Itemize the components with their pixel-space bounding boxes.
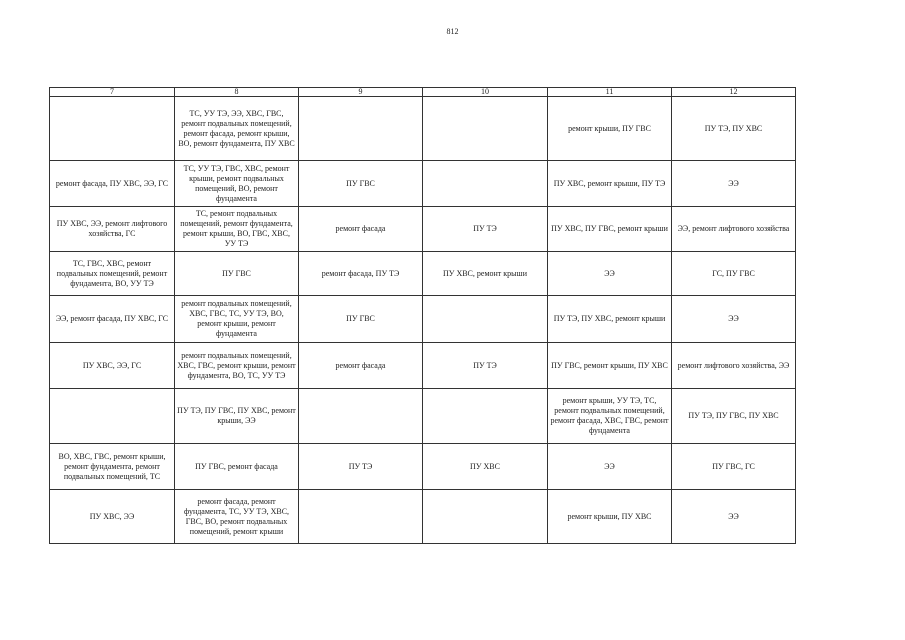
table-cell-col-10: ПУ ТЭ (423, 343, 548, 389)
table-row (50, 343, 796, 389)
table-cell-col-12: ПУ ТЭ, ПУ ХВС (672, 97, 796, 161)
table-cell-col-9: ПУ ГВС (299, 161, 423, 207)
table-cell-col-10: ПУ ХВС, ремонт крыши (423, 252, 548, 296)
table-cell-col-9 (299, 97, 423, 161)
column-header-col-9: 9 (299, 88, 423, 97)
table-cell-col-7: ПУ ХВС, ЭЭ, ГС (50, 343, 175, 389)
table-cell-col-9 (299, 490, 423, 544)
table-cell-col-12: ЭЭ (672, 296, 796, 343)
table-row (50, 161, 796, 207)
table-cell-col-9 (299, 389, 423, 444)
table-row (50, 296, 796, 343)
table-cell-col-9: ремонт фасада (299, 207, 423, 252)
column-header-col-11: 11 (548, 88, 672, 97)
data-table (49, 87, 796, 544)
header-row (50, 88, 796, 97)
table-cell-col-12: ЭЭ, ремонт лифтового хозяйства (672, 207, 796, 252)
table-cell-col-10 (423, 296, 548, 343)
table-row (50, 97, 796, 161)
table-cell-col-7: ремонт фасада, ПУ ХВС, ЭЭ, ГС (50, 161, 175, 207)
table-cell-col-7: ВО, ХВС, ГВС, ремонт крыши, ремонт фундамента, ремонт подвальных помещений, ТС (50, 444, 175, 490)
table-row (50, 207, 796, 252)
table-cell-col-7: ПУ ХВС, ЭЭ, ремонт лифтового хозяйства, ГС (50, 207, 175, 252)
table-cell-col-8: ТС, ремонт подвальных помещений, ремонт фундамента, ремонт крыши, ВО, ГВС, ХВС, УУ ТЭ (175, 207, 299, 252)
table-cell-col-11: ПУ ХВС, ПУ ГВС, ремонт крыши (548, 207, 672, 252)
table-cell-col-10 (423, 490, 548, 544)
table-cell-col-8: ПУ ГВС, ремонт фасада (175, 444, 299, 490)
table-row (50, 490, 796, 544)
table-cell-col-12: ГС, ПУ ГВС (672, 252, 796, 296)
table-cell-col-10 (423, 161, 548, 207)
table-cell-col-10: ПУ ХВС (423, 444, 548, 490)
table-cell-col-7 (50, 97, 175, 161)
table-cell-col-8: ТС, УУ ТЭ, ГВС, ХВС, ремонт крыши, ремонт подвальных помещений, ВО, ремонт фундамента (175, 161, 299, 207)
page-number: 812 (446, 27, 459, 36)
table-cell-col-7: ТС, ГВС, ХВС, ремонт подвальных помещений, ремонт фундамента, ВО, УУ ТЭ (50, 252, 175, 296)
table-cell-col-7: ПУ ХВС, ЭЭ (50, 490, 175, 544)
column-header-col-7: 7 (50, 88, 175, 97)
table-cell-col-12: ЭЭ (672, 161, 796, 207)
table-cell-col-8: ТС, УУ ТЭ, ЭЭ, ХВС, ГВС, ремонт подвальных помещений, ремонт фасада, ремонт крыши, ВО, ремонт фундамента, ПУ ХВС (175, 97, 299, 161)
table-cell-col-9: ПУ ТЭ (299, 444, 423, 490)
table-cell-col-11: ПУ ТЭ, ПУ ХВС, ремонт крыши (548, 296, 672, 343)
table-cell-col-7: ЭЭ, ремонт фасада, ПУ ХВС, ГС (50, 296, 175, 343)
table-row (50, 444, 796, 490)
table-cell-col-9: ПУ ГВС (299, 296, 423, 343)
table-cell-col-7 (50, 389, 175, 444)
column-header-col-8: 8 (175, 88, 299, 97)
table-cell-col-12: ПУ ГВС, ГС (672, 444, 796, 490)
table-cell-col-11: ПУ ХВС, ремонт крыши, ПУ ТЭ (548, 161, 672, 207)
table-row (50, 389, 796, 444)
table-cell-col-8: ремонт фасада, ремонт фундамента, ТС, УУ ТЭ, ХВС, ГВС, ВО, ремонт подвальных помещений, ремонт крыши (175, 490, 299, 544)
table-cell-col-11: ЭЭ (548, 444, 672, 490)
table-cell-col-11: ЭЭ (548, 252, 672, 296)
table-cell-col-11: ремонт крыши, ПУ ГВС (548, 97, 672, 161)
table-cell-col-10 (423, 389, 548, 444)
table-cell-col-8: ПУ ТЭ, ПУ ГВС, ПУ ХВС, ремонт крыши, ЭЭ (175, 389, 299, 444)
table-cell-col-12: ЭЭ (672, 490, 796, 544)
table-cell-col-9: ремонт фасада (299, 343, 423, 389)
table-cell-col-11: ПУ ГВС, ремонт крыши, ПУ ХВС (548, 343, 672, 389)
table-cell-col-10: ПУ ТЭ (423, 207, 548, 252)
table-cell-col-12: ремонт лифтового хозяйства, ЭЭ (672, 343, 796, 389)
table-cell-col-12: ПУ ТЭ, ПУ ГВС, ПУ ХВС (672, 389, 796, 444)
table-cell-col-8: ремонт подвальных помещений, ХВС, ГВС, ремонт крыши, ремонт фундамента, ВО, ТС, УУ ТЭ (175, 343, 299, 389)
column-header-col-12: 12 (672, 88, 796, 97)
table-cell-col-8: ремонт подвальных помещений, ХВС, ГВС, ТС, УУ ТЭ, ВО, ремонт крыши, ремонт фундамента (175, 296, 299, 343)
table-row (50, 252, 796, 296)
table-cell-col-11: ремонт крыши, ПУ ХВС (548, 490, 672, 544)
table-cell-col-11: ремонт крыши, УУ ТЭ, ТС, ремонт подвальных помещений, ремонт фасада, ХВС, ГВС, ремонт фундамента (548, 389, 672, 444)
table-cell-col-9: ремонт фасада, ПУ ТЭ (299, 252, 423, 296)
table-cell-col-8: ПУ ГВС (175, 252, 299, 296)
column-header-col-10: 10 (423, 88, 548, 97)
table-cell-col-10 (423, 97, 548, 161)
